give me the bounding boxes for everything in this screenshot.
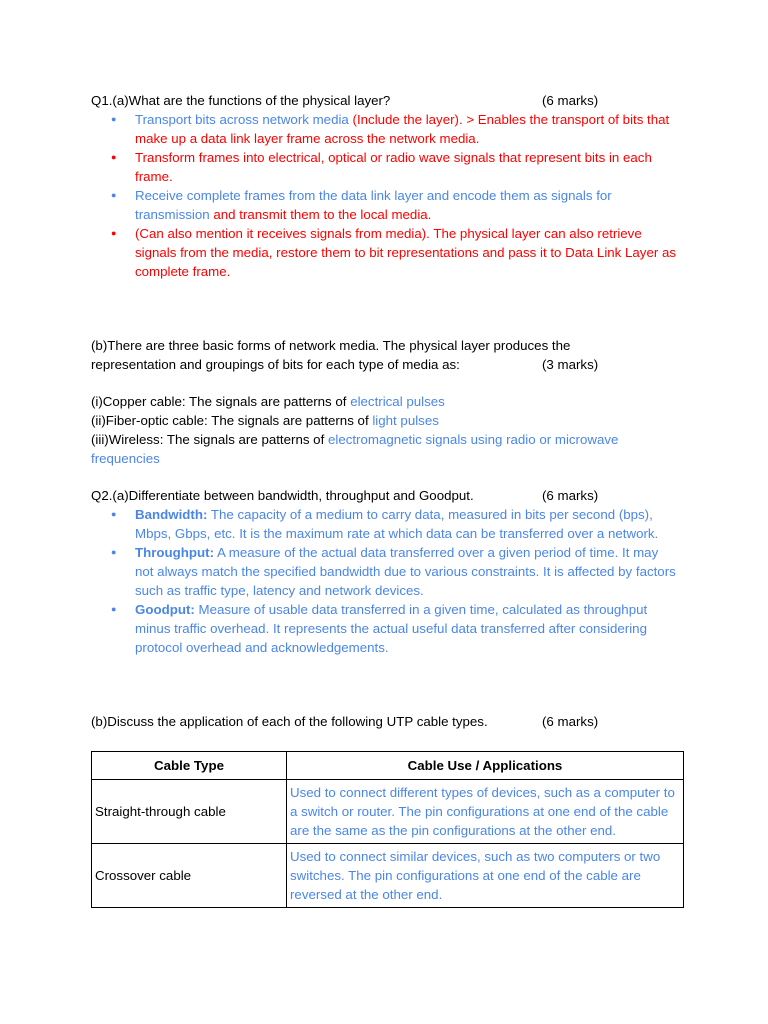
q2b-section (91, 712, 691, 731)
table-row (92, 844, 684, 908)
q2b-question-line (91, 712, 691, 731)
q1b-item-wireless: (iii)Wireless: The signals are patterns of electromagnetic signals using radio or microwave frequencies (91, 432, 619, 466)
q1b-question-line1: (b)There are three basic forms of network media. The physical layer produces the (91, 338, 571, 353)
q1a-answer-list (91, 110, 691, 281)
list-item: ● Goodput: Measure of usable data transferred in a given time, calculated as throughput minus traffic overhead. It represents the actual useful data transferred after considering protocol overhead and acknowledgements. (91, 600, 680, 657)
q1a-question: Q1.(a)What are the functions of the physical layer? (91, 93, 391, 108)
table-header-row (92, 752, 684, 780)
cable-use-cell: Used to connect similar devices, such as two computers or two switches. The pin configurations at one end of the cable are reversed at the other end. (287, 844, 684, 908)
q1b-question-line2: representation and groupings of bits for each type of media as: (3 marks) (91, 357, 599, 372)
q2b-question: (b)Discuss the application of each of the following UTP cable types. (91, 714, 488, 729)
cable-type-cell: Straight-through cable (92, 780, 287, 844)
list-item: ● Receive complete frames from the data link layer and encode them as signals for transmission and transmit them to the local media. (91, 186, 680, 224)
q2a-question-line (91, 486, 691, 505)
q1b-item-copper: (i)Copper cable: The signals are patterns of electrical pulses (91, 394, 445, 409)
cable-type-cell: Crossover cable (92, 844, 287, 908)
column-header-cable-use: Cable Use / Applications (287, 752, 684, 780)
list-item: ● Bandwidth: The capacity of a medium to carry data, measured in bits per second (bps), Mbps, Gbps, etc. It is the maximum rate at which data can be transferred over a network. (91, 505, 680, 543)
q1b-item-fiber: (ii)Fiber-optic cable: The signals are patterns of light pulses (91, 413, 439, 428)
list-item: ● Transform frames into electrical, optical or radio wave signals that represent bits in each frame. (91, 148, 680, 186)
q1a-question-line (91, 91, 691, 110)
list-item: ● (Can also mention it receives signals from media). The physical layer can also retrieve signals from the media, restore them to bit representations and pass it to Data Link Layer as complete frame. (91, 224, 680, 281)
cable-table (91, 751, 684, 908)
q1b-marks: (3 marks) (542, 357, 599, 372)
q2b-marks: (6 marks) (542, 714, 599, 729)
q1a-marks: (6 marks) (542, 93, 599, 108)
list-item: ● Transport bits across network media (Include the layer). > Enables the transport of bits that make up a data link layer frame across the network media. (91, 110, 680, 148)
list-item: ● Throughput: A measure of the actual data transferred over a given period of time. It may not always match the specified bandwidth due to various constraints. It is affected by factors such as traffic type, latency and network devices. (91, 543, 680, 600)
q2a-question: Q2.(a)Differentiate between bandwidth, throughput and Goodput. (91, 488, 474, 503)
q2a-marks: (6 marks) (542, 488, 599, 503)
cable-use-cell: Used to connect different types of devices, such as a computer to a switch or router. The pin configurations at one end of the cable are the same as the pin configurations at the other end. (287, 780, 684, 844)
q2a-section (91, 486, 691, 657)
column-header-cable-type: Cable Type (92, 752, 287, 780)
q1a-section (91, 91, 691, 281)
table-row (92, 780, 684, 844)
q2a-answer-list (91, 505, 691, 657)
q1b-section (91, 336, 691, 468)
